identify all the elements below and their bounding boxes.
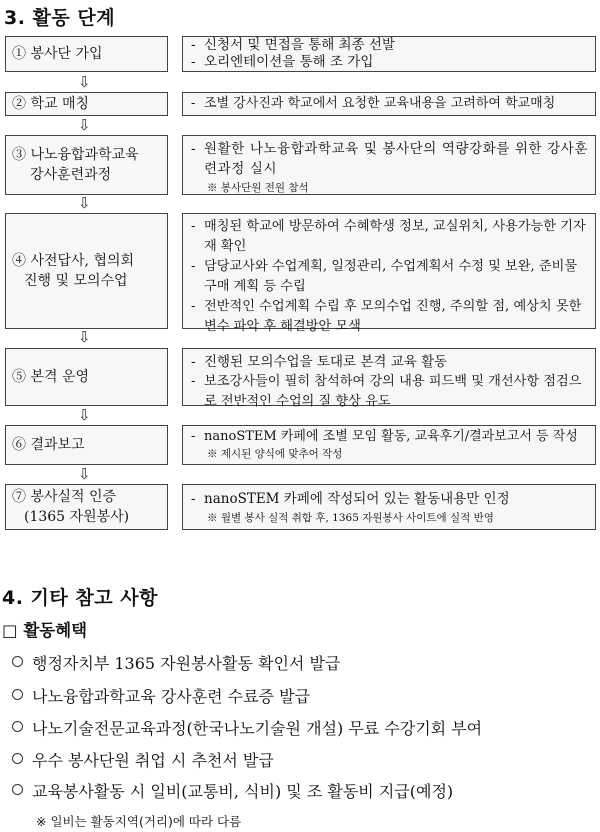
down-arrow-icon: ⇩	[78, 194, 91, 212]
step2-item-1: - 조별 강사진과 학교에서 요청한 교육내용을 고려하여 학교매칭	[191, 94, 589, 114]
step7-item-1: - nanoSTEM 카페에 작성되어 있는 활동내용만 인정	[191, 489, 589, 509]
benefit-item-3	[12, 716, 482, 739]
step6-detail-box	[182, 425, 596, 465]
circle-bullet-icon	[12, 753, 23, 764]
step2-label-box	[5, 92, 168, 116]
section3-title: 3. 활동 단계	[4, 7, 116, 29]
benefit-text-4: 우수 봉사단원 취업 시 추천서 발급	[32, 751, 274, 770]
step3-detail-box	[182, 135, 596, 195]
step3-item-1: - 원활한 나노융합과학교육 및 봉사단의 역량강화를 위한 강사훈련과정 실시	[191, 139, 589, 179]
benefit-item-5	[12, 779, 453, 802]
step6-label: ⑥ 결과보고	[12, 437, 85, 453]
step7-label-box	[5, 484, 168, 530]
step3-note: ※ 봉사단원 전원 참석	[207, 182, 309, 194]
circle-bullet-icon	[12, 689, 23, 700]
step2-label: ② 학교 매칭	[12, 96, 89, 112]
step3-label-line2: 강사훈련과정	[30, 167, 112, 183]
step1-label: ① 봉사단 가입	[12, 46, 103, 62]
benefit-item-2	[12, 684, 310, 707]
step6-item-1: - nanoSTEM 카페에 조별 모임 활동, 교육후기/결과보고서 등 작성	[191, 427, 589, 447]
down-arrow-icon: ⇩	[78, 328, 91, 346]
step5-label: ⑤ 본격 운영	[12, 369, 89, 385]
circle-bullet-icon	[12, 784, 23, 795]
step4-item-3: - 전반적인 수업계획 수립 후 모의수업 진행, 주의할 점, 예상치 못한 변수 파악 후 해결방안 모색	[191, 297, 589, 337]
step7-note: ※ 월별 봉사 실적 취합 후, 1365 자원봉사 사이트에 실적 반영	[207, 512, 494, 524]
step5-item-1: - 진행된 모의수업을 토대로 본격 교육 활동	[191, 352, 589, 372]
step4-label-line2: 진행 및 모의수업	[24, 273, 128, 289]
down-arrow-icon: ⇩	[78, 406, 91, 424]
step5-label-box	[5, 348, 168, 406]
step4-label	[6, 251, 134, 291]
circle-bullet-icon	[12, 656, 23, 667]
step1-label-box	[5, 36, 168, 72]
step4-item-1: - 매칭된 학교에 방문하여 수혜학생 정보, 교실위치, 사용가능한 기자재 확인	[191, 217, 589, 257]
benefit-item-4	[12, 748, 274, 771]
benefit-text-3: 나노기술전문교육과정(한국나노기술원 개설) 무료 수강기회 부여	[32, 719, 483, 738]
benefit-item-1	[12, 651, 340, 674]
step4-item-2: - 담당교사와 수업계획, 일정관리, 수업계획서 수정 및 보완, 준비물 구매 계획 등 수립	[191, 257, 589, 297]
step2-detail-box	[182, 92, 596, 116]
step1-item-1: - 신청서 및 면접을 통해 최종 선발	[191, 37, 589, 54]
step5-item-2: - 보조강사들이 필히 참석하여 강의 내용 피드백 및 개선사항 점검으로 전반적인 수업의 질 향상 유도	[191, 372, 589, 412]
benefits-note: ※ 일비는 활동지역(거리)에 따라 다름	[36, 814, 242, 829]
benefit-text-1: 행정자치부 1365 자원봉사활동 확인서 발급	[32, 654, 341, 673]
step7-label	[6, 487, 129, 527]
step7-label-line1: ⑦ 봉사실적 인증	[12, 489, 117, 505]
step4-label-box	[5, 213, 168, 329]
step6-label-box	[5, 425, 168, 465]
step3-label	[6, 145, 139, 185]
circle-bullet-icon	[12, 721, 23, 732]
step3-label-box	[5, 135, 168, 195]
benefit-text-2: 나노융합과학교육 강사훈련 수료증 발급	[32, 687, 311, 706]
step3-label-line1: ③ 나노융합과학교육	[12, 147, 139, 163]
benefits-heading: □ 활동혜택	[2, 621, 88, 640]
down-arrow-icon: ⇩	[78, 465, 91, 483]
step6-note: ※ 제시된 양식에 맞추어 작성	[207, 448, 343, 460]
step4-detail-box	[182, 213, 596, 334]
step5-detail-box	[182, 348, 596, 409]
step7-label-line2: (1365 자원봉사)	[24, 509, 130, 525]
step1-item-2: - 오리엔테이션을 통해 조 가입	[191, 54, 589, 71]
benefit-text-5: 교육봉사활동 시 일비(교통비, 식비) 및 조 활동비 지급(예정)	[32, 782, 454, 801]
step7-detail-box	[182, 484, 596, 530]
down-arrow-icon: ⇩	[78, 73, 91, 91]
section4-title: 4. 기타 참고 사항	[2, 587, 158, 609]
step1-detail-box	[182, 36, 596, 72]
down-arrow-icon: ⇩	[78, 116, 91, 134]
step4-label-line1: ④ 사전답사, 협의회	[12, 253, 135, 269]
